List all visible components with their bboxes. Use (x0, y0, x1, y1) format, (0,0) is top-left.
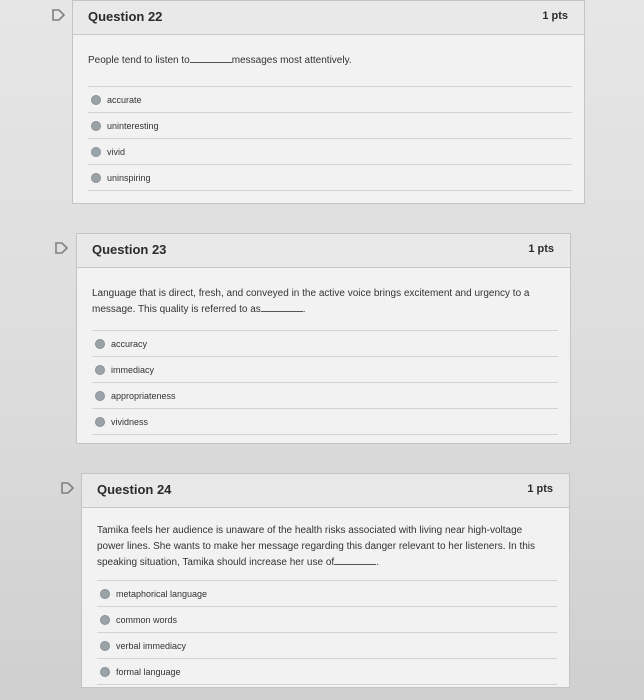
answer-label[interactable]: formal language (116, 666, 181, 677)
question-header (73, 1, 584, 35)
flag-question-icon[interactable] (61, 482, 75, 494)
answer-label[interactable]: vivid (107, 146, 126, 157)
answer-option[interactable] (88, 138, 572, 164)
radio-button[interactable] (95, 417, 105, 427)
question-title: Question 24 (97, 482, 172, 497)
answer-label[interactable]: verbal immediacy (116, 640, 187, 651)
prompt-text-end: . (302, 304, 306, 315)
radio-button[interactable] (91, 95, 101, 105)
question-points: 1 pts (542, 10, 568, 22)
answer-option[interactable] (92, 330, 558, 356)
answer-option[interactable] (88, 112, 572, 138)
answer-label[interactable]: vividness (111, 416, 149, 427)
radio-button[interactable] (95, 365, 105, 375)
question-title: Question 23 (92, 242, 167, 257)
radio-button[interactable] (100, 667, 110, 677)
question-header (82, 474, 569, 508)
answer-option[interactable] (97, 632, 557, 658)
answer-blank (334, 555, 376, 565)
flag-question-icon[interactable] (52, 9, 66, 21)
answer-list (88, 86, 572, 191)
question-card-24 (81, 473, 570, 688)
answer-label[interactable]: uninteresting (107, 120, 159, 131)
radio-button[interactable] (91, 147, 101, 157)
answer-option[interactable] (97, 658, 557, 685)
answer-option[interactable] (92, 356, 558, 382)
answer-option[interactable] (88, 86, 572, 112)
answer-blank (190, 53, 232, 63)
prompt-text: People tend to listen to (88, 55, 190, 66)
flag-question-icon[interactable] (55, 242, 69, 254)
answer-label[interactable]: immediacy (111, 364, 155, 375)
answer-option[interactable] (92, 408, 558, 435)
prompt-text: Tamika feels her audience is unaware of the health risks associated with living near high-voltage power lines. She wants to make her message regarding this danger relevant to her listeners. In this speaking situation, Tamika should increase her use of (97, 525, 536, 568)
answer-label[interactable]: metaphorical language (116, 588, 208, 599)
prompt-text-end: messages most attentively. (231, 55, 352, 66)
answer-option[interactable] (88, 164, 572, 191)
radio-button[interactable] (91, 121, 101, 131)
answer-label[interactable]: common words (116, 614, 178, 625)
question-points: 1 pts (527, 483, 553, 495)
answer-option[interactable] (97, 580, 557, 606)
question-prompt (97, 523, 543, 571)
radio-button[interactable] (91, 173, 101, 183)
prompt-text: Language that is direct, fresh, and conveyed in the active voice brings excitement and urgency to a message. This quality is referred to as (92, 288, 530, 315)
answer-option[interactable] (92, 382, 558, 408)
radio-button[interactable] (100, 615, 110, 625)
answer-list (92, 330, 558, 435)
answer-label[interactable]: appropriateness (111, 390, 176, 401)
question-card-22 (72, 0, 585, 204)
answer-label[interactable]: accurate (107, 94, 142, 105)
radio-button[interactable] (95, 339, 105, 349)
answer-list (97, 580, 557, 685)
answer-label[interactable]: accuracy (111, 338, 148, 349)
prompt-text-end: . (376, 557, 379, 568)
radio-button[interactable] (100, 589, 110, 599)
question-title: Question 22 (88, 9, 163, 24)
answer-label[interactable]: uninspiring (107, 172, 151, 183)
answer-option[interactable] (97, 606, 557, 632)
question-prompt (92, 286, 550, 318)
question-points: 1 pts (528, 243, 554, 255)
radio-button[interactable] (100, 641, 110, 651)
question-prompt (88, 53, 564, 69)
radio-button[interactable] (95, 391, 105, 401)
question-header (77, 234, 570, 268)
answer-blank (261, 302, 303, 312)
question-card-23 (76, 233, 571, 444)
